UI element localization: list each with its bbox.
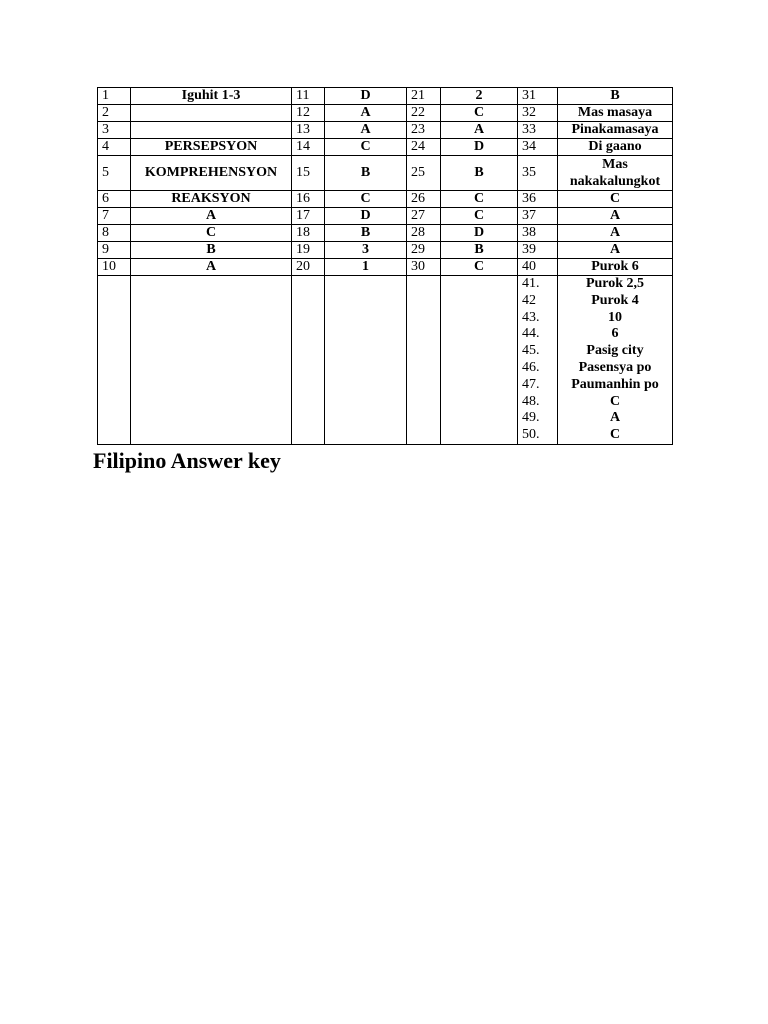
item-answer: Iguhit 1-3 xyxy=(131,88,292,105)
item-number: 22 xyxy=(407,105,441,122)
item-number: 34 xyxy=(518,139,558,156)
item-answer: A xyxy=(131,208,292,225)
item-number: 39 xyxy=(518,242,558,259)
item-answer: A xyxy=(558,242,673,259)
item-number: 43. xyxy=(522,309,540,325)
item-number: 30 xyxy=(407,259,441,276)
item-number: 5 xyxy=(98,156,131,191)
table-row-extra xyxy=(98,276,673,445)
item-answer: C xyxy=(609,393,621,409)
answer-key-table xyxy=(97,87,673,445)
table-row xyxy=(98,139,673,156)
item-answer: C xyxy=(441,105,518,122)
item-number: 6 xyxy=(98,191,131,208)
item-answer: C xyxy=(441,208,518,225)
item-number: 7 xyxy=(98,208,131,225)
item-answer xyxy=(131,122,292,139)
item-number: 26 xyxy=(407,191,441,208)
item-number: 33 xyxy=(518,122,558,139)
item-number: 29 xyxy=(407,242,441,259)
item-answer: Purok 4 xyxy=(591,292,639,308)
item-answer: Mas nakakalungkot xyxy=(558,156,673,191)
table-row xyxy=(98,225,673,242)
item-answer: B xyxy=(441,156,518,191)
item-answer: Mas masaya xyxy=(558,105,673,122)
item-number: 40 xyxy=(518,259,558,276)
item-answer: B xyxy=(441,242,518,259)
table-row xyxy=(98,88,673,105)
item-number: 37 xyxy=(518,208,558,225)
item-answer: B xyxy=(131,242,292,259)
item-number: 8 xyxy=(98,225,131,242)
item-answer: A xyxy=(131,259,292,276)
empty-cell xyxy=(325,276,407,445)
item-number: 31 xyxy=(518,88,558,105)
item-answer xyxy=(131,105,292,122)
table-row xyxy=(98,242,673,259)
page-title: Filipino Answer key xyxy=(93,448,281,473)
table-row xyxy=(98,259,673,276)
item-answer: C xyxy=(558,191,673,208)
item-number: 21 xyxy=(407,88,441,105)
item-number: 17 xyxy=(292,208,325,225)
empty-cell xyxy=(98,276,131,445)
table-row xyxy=(98,122,673,139)
item-number: 23 xyxy=(407,122,441,139)
item-answer: Purok 6 xyxy=(558,259,673,276)
item-number: 16 xyxy=(292,191,325,208)
item-answer: D xyxy=(441,225,518,242)
item-answer: D xyxy=(441,139,518,156)
empty-cell xyxy=(407,276,441,445)
item-number: 45. xyxy=(522,343,540,359)
item-answer: PERSEPSYON xyxy=(131,139,292,156)
item-answer: A xyxy=(325,122,407,139)
item-number: 48. xyxy=(522,393,540,409)
item-answer: D xyxy=(325,88,407,105)
item-answer: C xyxy=(441,259,518,276)
item-answer: 6 xyxy=(611,326,619,342)
item-answer: 3 xyxy=(325,242,407,259)
item-answer: D xyxy=(325,208,407,225)
item-answer: Pasig city xyxy=(586,343,644,359)
table-row xyxy=(98,105,673,122)
item-answer: A xyxy=(325,105,407,122)
extra-numbers-column xyxy=(518,276,558,445)
item-number: 2 xyxy=(98,105,131,122)
item-answer: B xyxy=(558,88,673,105)
item-answer: Paumanhin po xyxy=(571,376,659,392)
item-number: 10 xyxy=(98,259,131,276)
item-answer: A xyxy=(609,410,621,426)
item-answer: Pasensya po xyxy=(578,359,652,375)
item-answer: A xyxy=(558,225,673,242)
item-answer: C xyxy=(325,139,407,156)
item-answer: C xyxy=(325,191,407,208)
item-number: 24 xyxy=(407,139,441,156)
item-number: 50. xyxy=(522,427,540,443)
item-number: 13 xyxy=(292,122,325,139)
extra-answers-column xyxy=(558,276,673,445)
item-number: 25 xyxy=(407,156,441,191)
item-answer: KOMPREHENSYON xyxy=(131,156,292,191)
item-answer: Di gaano xyxy=(558,139,673,156)
item-answer: C xyxy=(441,191,518,208)
item-number: 14 xyxy=(292,139,325,156)
item-answer: 10 xyxy=(608,309,622,325)
item-number: 32 xyxy=(518,105,558,122)
item-number: 49. xyxy=(522,410,540,426)
item-number: 19 xyxy=(292,242,325,259)
empty-cell xyxy=(292,276,325,445)
item-answer: B xyxy=(325,156,407,191)
item-number: 4 xyxy=(98,139,131,156)
item-number: 3 xyxy=(98,122,131,139)
item-number: 9 xyxy=(98,242,131,259)
item-number: 35 xyxy=(518,156,558,191)
empty-cell xyxy=(131,276,292,445)
item-number: 1 xyxy=(98,88,131,105)
table-row xyxy=(98,191,673,208)
item-number: 46. xyxy=(522,359,540,375)
item-number: 12 xyxy=(292,105,325,122)
item-answer: B xyxy=(325,225,407,242)
item-number: 15 xyxy=(292,156,325,191)
item-answer: C xyxy=(131,225,292,242)
item-number: 27 xyxy=(407,208,441,225)
item-answer: C xyxy=(609,427,621,443)
table-row xyxy=(98,156,673,191)
item-number: 36 xyxy=(518,191,558,208)
item-answer: A xyxy=(441,122,518,139)
item-number: 44. xyxy=(522,326,540,342)
item-number: 11 xyxy=(292,88,325,105)
item-answer: REAKSYON xyxy=(131,191,292,208)
item-number: 20 xyxy=(292,259,325,276)
item-number: 38 xyxy=(518,225,558,242)
item-answer: 2 xyxy=(441,88,518,105)
table-row xyxy=(98,208,673,225)
item-number: 28 xyxy=(407,225,441,242)
item-answer: 1 xyxy=(325,259,407,276)
item-number: 47. xyxy=(522,376,540,392)
item-number: 41. xyxy=(522,276,540,291)
item-answer: Pinakamasaya xyxy=(558,122,673,139)
empty-cell xyxy=(441,276,518,445)
item-number: 18 xyxy=(292,225,325,242)
item-answer: Purok 2,5 xyxy=(585,276,645,291)
item-answer: A xyxy=(558,208,673,225)
item-number: 42 xyxy=(522,292,536,308)
